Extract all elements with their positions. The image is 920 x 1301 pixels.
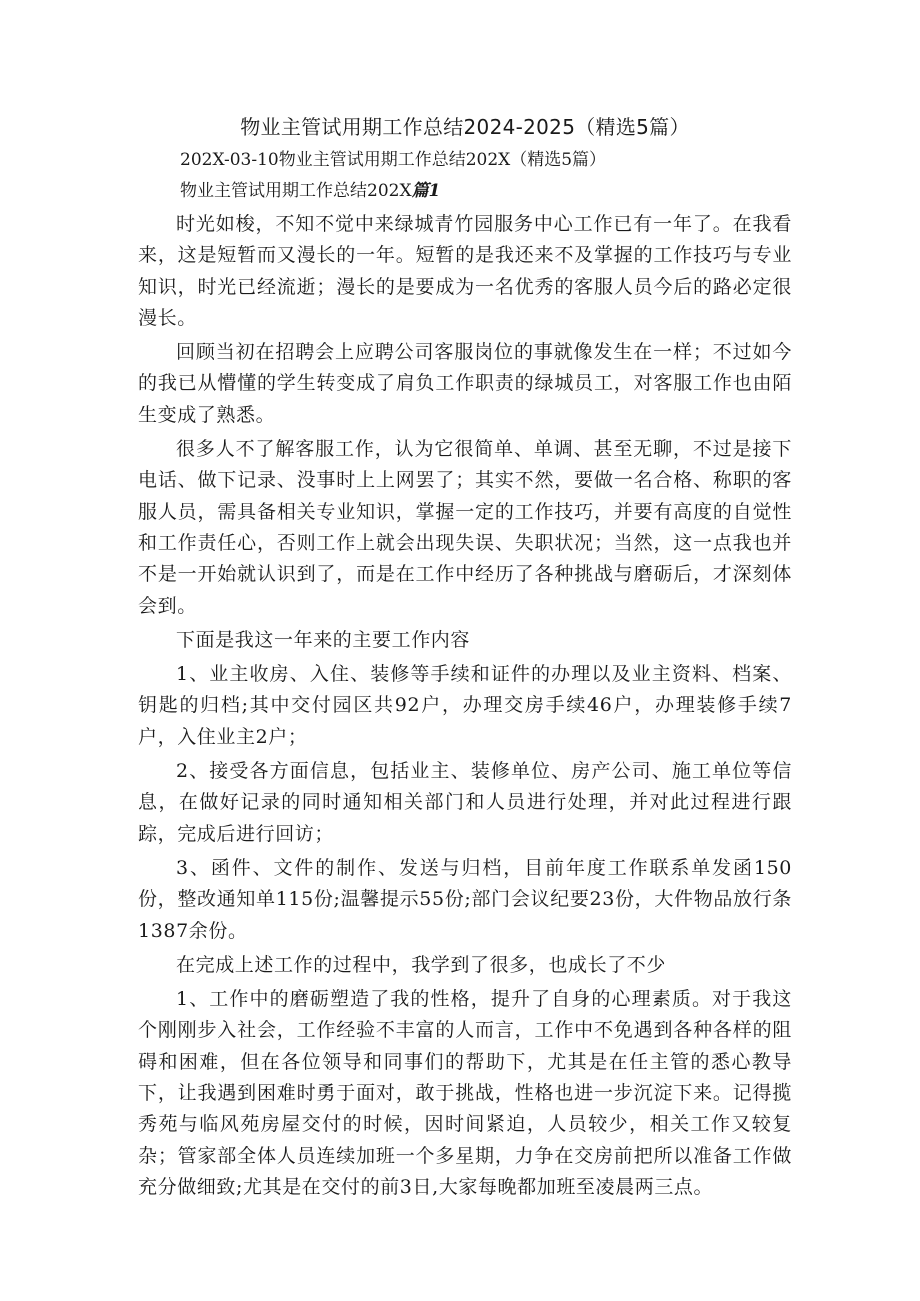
paragraph-6: 2、接受各方面信息，包括业主、装修单位、房产公司、施工单位等信息，在做好记录的同时通知相关部门和人员进行处理，并对此过程进行跟踪，完成后进行回访；: [138, 760, 792, 845]
section-heading: [138, 175, 792, 207]
paragraph-2: 回顾当初在招聘会上应聘公司客服岗位的事就像发生在一样；不过如今的我已从懵懂的学生转变成了肩负工作职责的绿城员工，对客服工作也由陌生变成了熟悉。: [138, 341, 792, 426]
section-heading-number: 篇1: [411, 181, 441, 201]
paragraph-8: 在完成上述工作的过程中，我学到了很多，也成长了不少: [176, 953, 667, 976]
paragraph-1: 时光如梭，不知不觉中来绿城青竹园服务中心工作已有一年了。在我看来，这是短暂而又漫长的一年。短暂的是我还来不及掌握的工作技巧与专业知识，时光已经流逝；漫长的是要成为一名优秀的客服人员今后的路必定很漫长。: [138, 213, 792, 329]
paragraph-9: 1、工作中的磨砺塑造了我的性格，提升了自身的心理素质。对于我这个刚刚步入社会，工作经验不丰富的人而言，工作中不免遇到各种各样的阻碍和困难，但在各位领导和同事们的帮助下，尤其是在任主管的悉心教导下，让我遇到困难时勇于面对，敢于挑战，性格也进一步沉淀下来。记得揽秀苑与临风苑房屋交付的时候，因时间紧迫，人员较少，相关工作又较复杂；管家部全体人员连续加班一个多星期，力争在交房前把所以准备工作做充分做细致;尤其是在交付的前3日,大家每晚都加班至凌晨两三点。: [138, 988, 792, 1198]
paragraph-5: 1、业主收房、入住、装修等手续和证件的办理以及业主资料、档案、钥匙的归档;其中交付园区共92户，办理交房手续46户，办理装修手续7户，入住业主2户；: [138, 663, 792, 748]
section-heading-text: 物业主管试用期工作总结202X: [180, 181, 412, 201]
paragraph-4: 下面是我这一年来的主要工作内容: [176, 628, 471, 651]
document-title: 物业主管试用期工作总结2024-2025（精选5篇）: [240, 115, 690, 139]
document-page: [138, 112, 792, 1206]
document-date-line: 202X-03-10物业主管试用期工作总结202X（精选5篇）: [180, 150, 607, 170]
paragraph-3: 很多人不了解客服工作，认为它很简单、单调、甚至无聊，不过是接下电话、做下记录、没事时上上网罢了；其实不然，要做一名合格、称职的客服人员，需具备相关专业知识，掌握一定的工作技巧，并要有高度的自觉性和工作责任心，否则工作上就会出现失误、失职状况；当然，这一点我也并不是一开始就认识到了，而是在工作中经历了各种挑战与磨砺后，才深刻体会到。: [138, 438, 792, 617]
paragraph-7: 3、函件、文件的制作、发送与归档，目前年度工作联系单发函150份，整改通知单115份;温馨提示55份;部门会议纪要23份，大件物品放行条1387余份。: [138, 856, 792, 942]
